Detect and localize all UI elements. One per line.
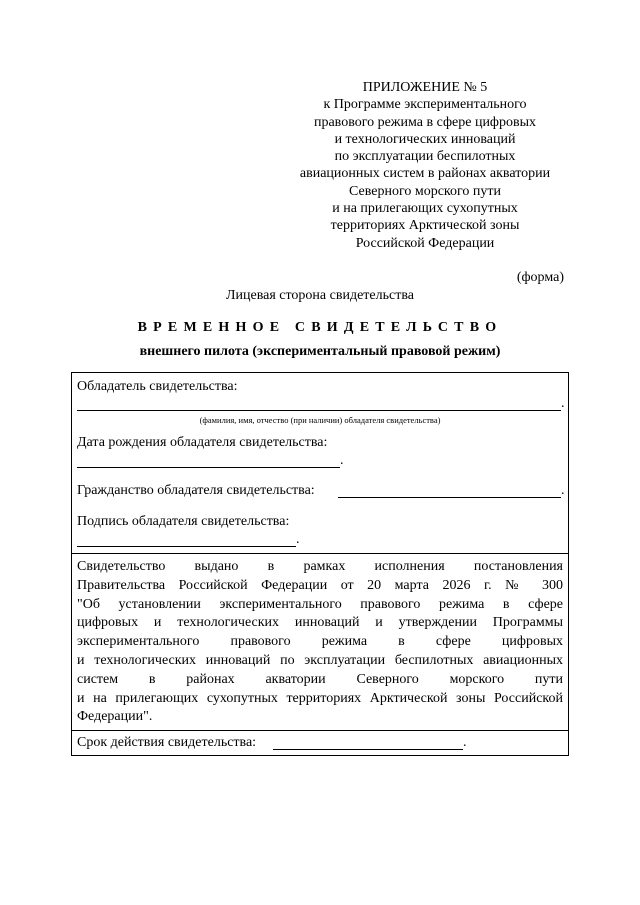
appendix-line: по эксплуатации беспилотных xyxy=(334,149,516,165)
signature-label: Подпись обладателя свидетельства: xyxy=(77,514,290,529)
certificate-box xyxy=(71,372,569,756)
form-label: (форма) xyxy=(516,270,564,285)
basis-line: и на прилегающих сухопутных территориях Арктической зоны Российской xyxy=(77,690,563,706)
section-divider xyxy=(72,553,568,554)
basis-line: цифровых и технологических инноваций и утверждении Программы xyxy=(77,615,563,631)
appendix-line: к Программе экспериментального xyxy=(323,97,527,113)
citizenship-field[interactable] xyxy=(338,483,561,498)
appendix-line: авиационных систем в районах акватории xyxy=(299,166,551,182)
holder-label: Обладатель свидетельства: xyxy=(77,379,238,394)
basis-line: "Об установлении экспериментального правового режима в сфере xyxy=(77,596,563,612)
appendix-line: Российской Федерации xyxy=(355,235,495,251)
appendix-line: и технологических инноваций xyxy=(334,131,516,147)
holder-hint: (фамилия, имя, отчество (при наличии) обладателя свидетельства) xyxy=(199,415,441,425)
birth-period: . xyxy=(340,453,344,468)
basis-line: систем в районах акватории Северного морского пути xyxy=(77,671,563,687)
basis-line: Правительства Российской Федерации от 20 марта 2026 г. № 300 xyxy=(77,577,563,593)
basis-line: Федерации". xyxy=(77,709,153,725)
signature-field[interactable] xyxy=(77,532,296,547)
appendix-line: Северного морского пути xyxy=(348,183,501,199)
certificate-subtitle: внешнего пилота (экспериментальный правовой режим) xyxy=(139,344,501,359)
basis-line: и технологических инноваций по эксплуатации беспилотных авиационных xyxy=(77,652,563,668)
appendix-line: ПРИЛОЖЕНИЕ № 5 xyxy=(362,80,488,95)
appendix-block xyxy=(270,79,580,252)
certificate-title: ВРЕМЕННОЕ СВИДЕТЕЛЬСТВО xyxy=(137,320,503,335)
birth-label: Дата рождения обладателя свидетельства: xyxy=(77,435,328,450)
basis-line: экспериментального правового режима в сфере цифровых xyxy=(77,634,563,650)
citizenship-period: . xyxy=(561,483,565,498)
basis-line: Свидетельство выдано в рамках исполнения постановления xyxy=(77,559,563,574)
section-divider xyxy=(72,730,568,731)
appendix-line: правового режима в сфере цифровых xyxy=(313,114,537,130)
validity-label: Срок действия свидетельства: xyxy=(77,735,257,750)
birth-date-field[interactable] xyxy=(77,453,340,468)
signature-period: . xyxy=(296,532,300,547)
validity-period: . xyxy=(463,735,467,750)
holder-period: . xyxy=(561,396,565,411)
holder-name-field[interactable] xyxy=(77,396,561,411)
basis-paragraph xyxy=(77,558,563,727)
face-side-label: Лицевая сторона свидетельства xyxy=(226,288,414,303)
appendix-line: и на прилегающих сухопутных xyxy=(332,201,518,217)
citizenship-label: Гражданство обладателя свидетельства: xyxy=(77,483,315,498)
appendix-line: территориях Арктической зоны xyxy=(330,218,520,234)
validity-field[interactable] xyxy=(273,735,463,750)
